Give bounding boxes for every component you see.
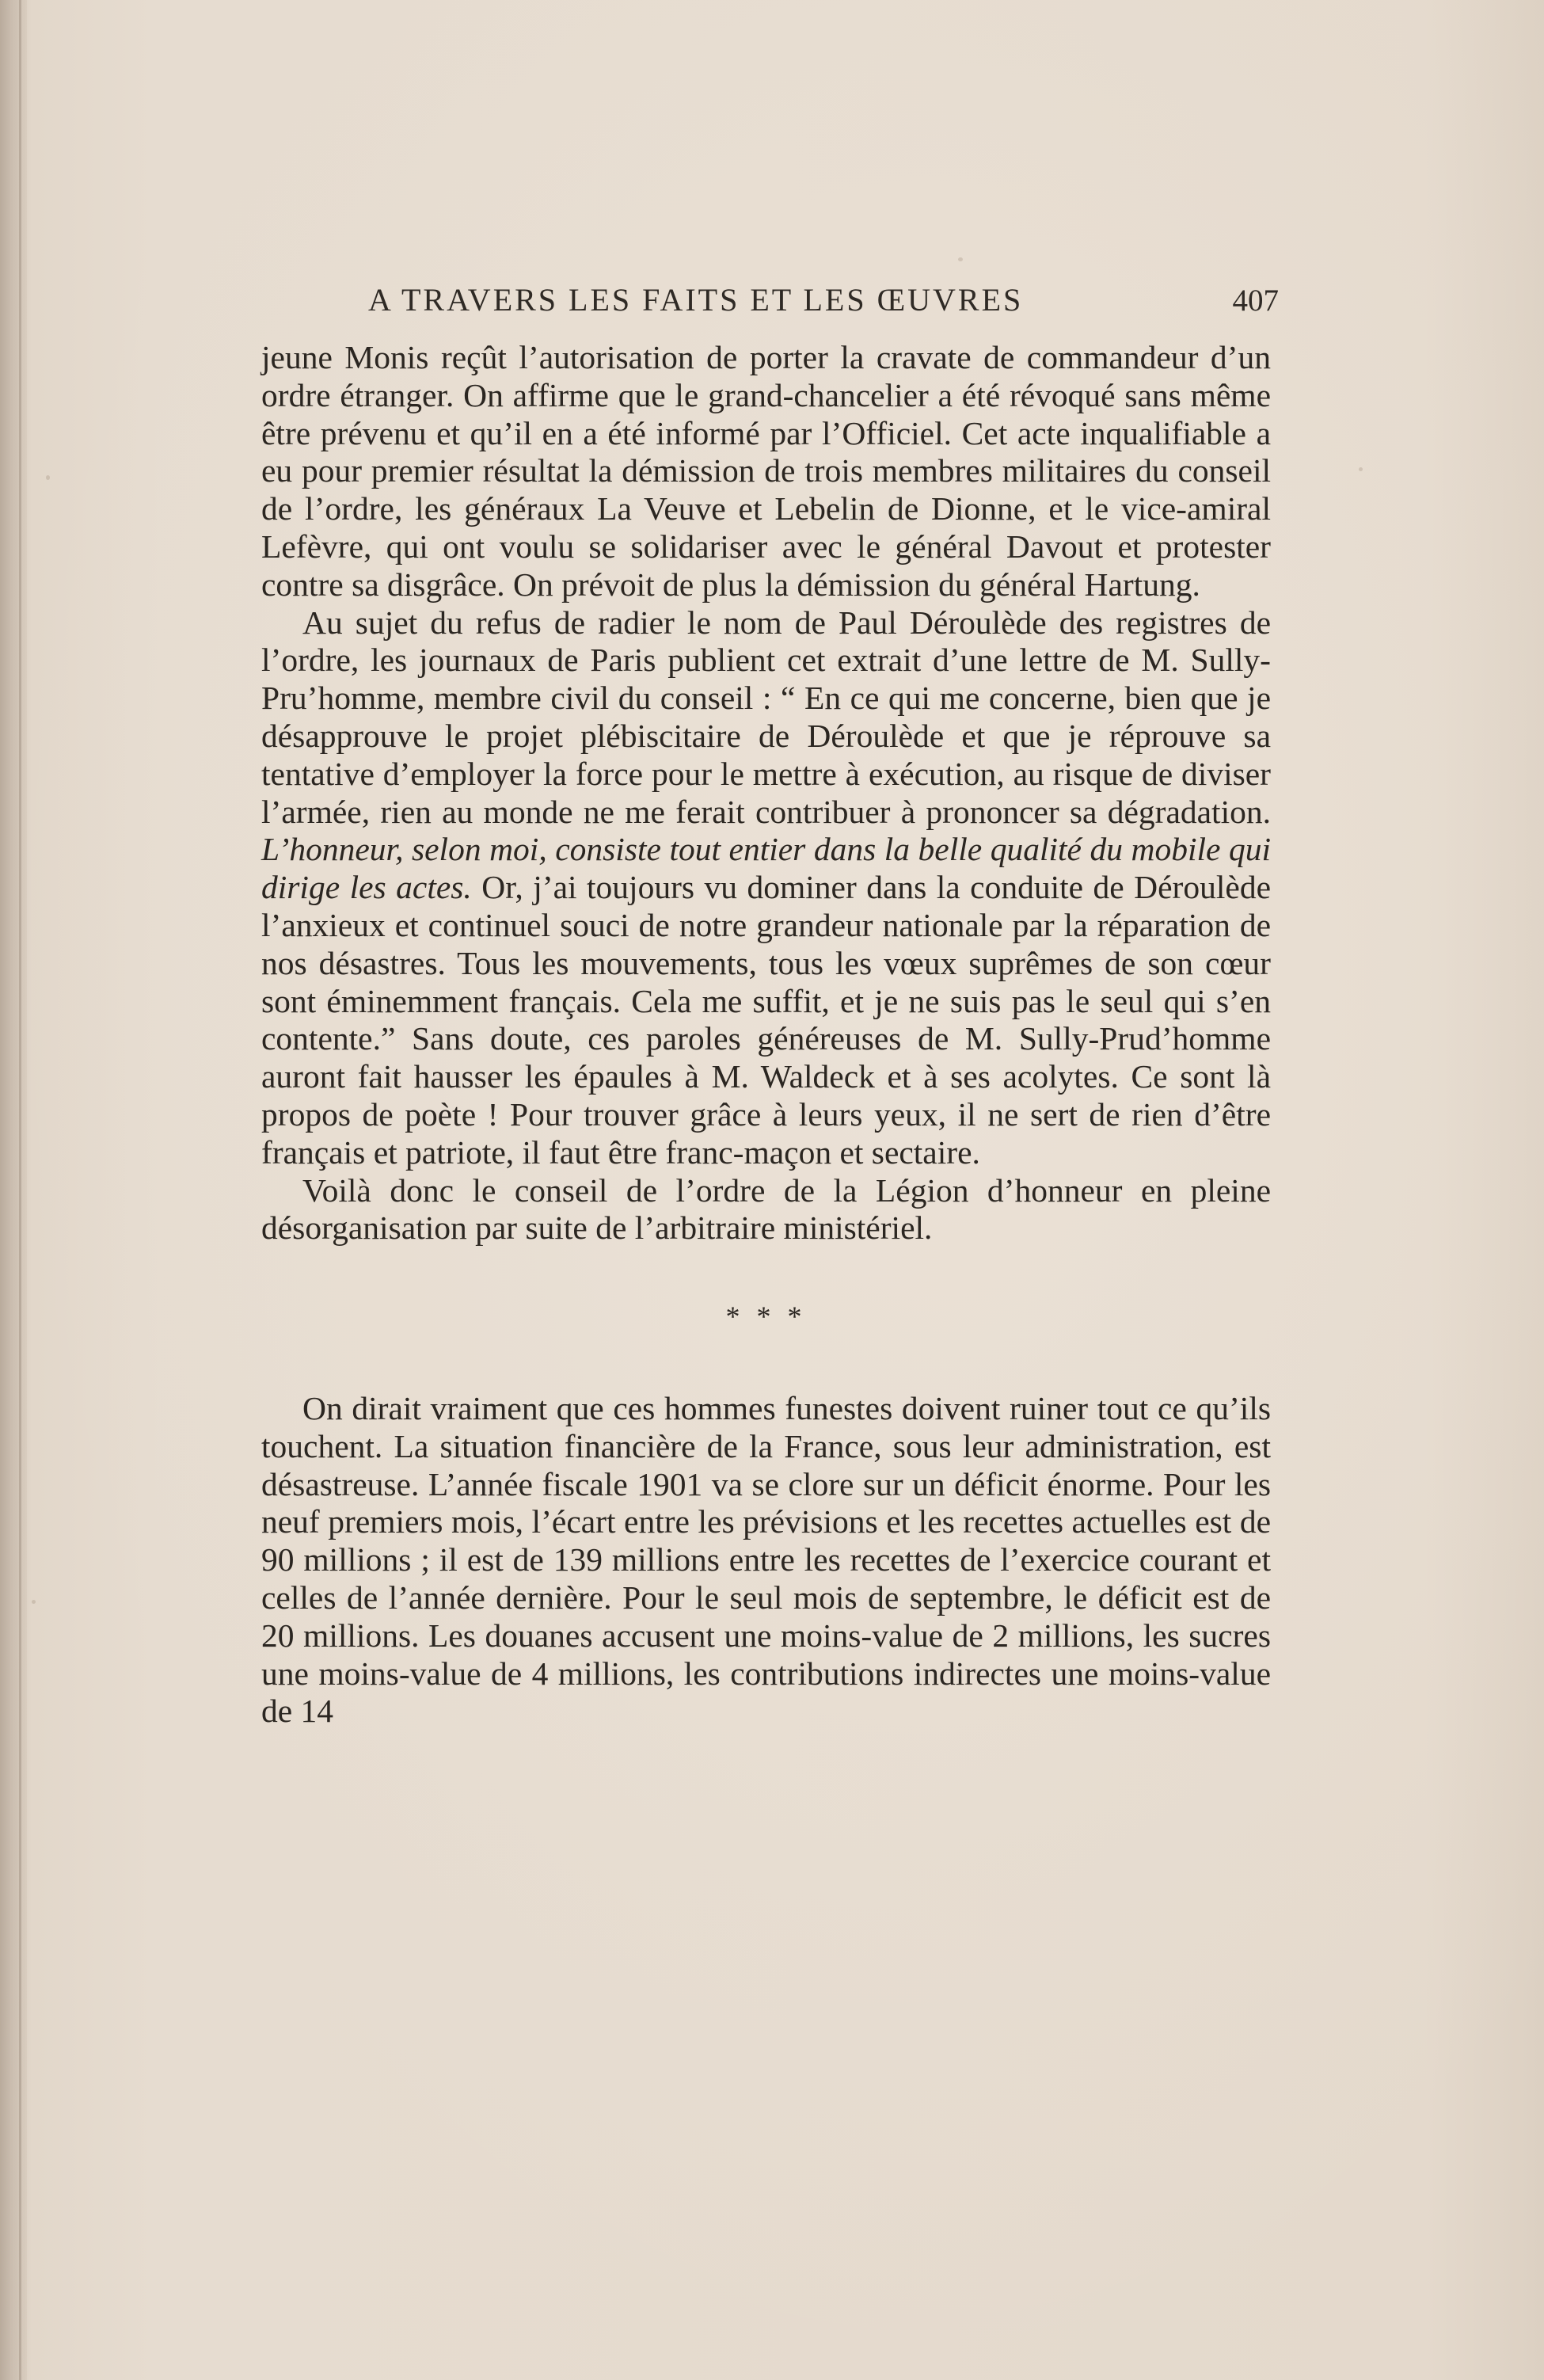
- page-binding-edge: [0, 0, 27, 2380]
- running-title: A TRAVERS LES FAITS ET LES ŒUVRES: [368, 282, 1024, 318]
- paragraph-conclusion: Voilà donc le conseil de l’ordre de la Légion d’honneur en pleine désorganisation par suite de l’arbitraire ministériel.: [261, 1171, 1271, 1247]
- paragraph-finances: On dirait vraiment que ces hommes funestes doivent ruiner tout ce qu’ils touchent. La situation financière de la France, sous leur administration, est désastreuse. L’année fiscale 1901 va se clore sur un déficit énorme. Pour les neuf premiers mois, l’écart entre les prévisions et les recettes actuelles est de 90 millions ; il est de 139 millions entre les recettes de l’exercice courant et celles de l’année dernière. Pour le seul mois de septembre, le déficit est de 20 millions. Les douanes accusent une moins-value de 2 millions, les sucres une moins-value de 4 millions, les contributions indirectes une moins-value de 14: [261, 1389, 1271, 1730]
- running-head: [368, 281, 1279, 321]
- paper-speck: [1359, 467, 1363, 471]
- italic-quote: L’honneur, selon moi, consiste tout entier dans la belle qualité du mobile qui dirige les actes.: [261, 831, 1271, 906]
- paragraph-text: Au sujet du refus de radier le nom de Paul Déroulède des registres de l’ordre, les journaux de Paris publient cet extrait d’une lettre de M. Sully-Pru’homme, membre civil du conseil : “ En ce qui me concerne, bien que je désapprouve le projet plébiscitaire de Déroulède et que je réprouve sa tentative d’employer la force pour le mettre à exécution, au risque de diviser l’armée, rien au monde ne me ferait contribuer à prononcer sa dégradation.: [261, 604, 1271, 830]
- page-number: 407: [1232, 284, 1279, 318]
- paragraph-continuation: jeune Monis reçût l’autorisation de porter la cravate de commandeur d’un ordre étranger. On affirme que le grand-chancelier a été révoqué sans même être prévenu et qu’il en a été informé par l’Officiel. Cet acte inqualifiable a eu pour premier résultat la démission de trois membres militaires du conseil de l’ordre, les généraux La Veuve et Lebelin de Dionne, et le vice-amiral Lefèvre, qui ont voulu se solidariser avec le général Davout et protester contre sa disgrâce. On prévoit de plus la démission du général Hartung.: [261, 339, 1271, 603]
- section-separator: * * *: [725, 1300, 807, 1333]
- body-text: [261, 339, 1271, 1731]
- paper-speck: [32, 1600, 36, 1604]
- binding-shadow-line: [19, 0, 21, 2380]
- paragraph-deroulede: [261, 604, 1271, 1172]
- paragraph-text: Or, j’ai toujours vu dominer dans la conduite de Déroulède l’anxieux et continuel souci de notre grandeur nationale par la réparation de nos désastres. Tous les mouvements, tous les vœux suprêmes de son cœur sont éminemment français. Cela me suffit, et je ne suis pas le seul qui s’en contente.” Sans doute, ces paroles généreuses de M. Sully-Prud’homme auront fait hausser les épaules à M. Waldeck et à ses acolytes. Ce sont là propos de poète ! Pour trouver grâce à leurs yeux, il ne sert de rien d’être français et patriote, il faut être franc-maçon et sectaire.: [261, 869, 1271, 1171]
- paper-speck: [46, 475, 50, 480]
- paper-speck: [958, 257, 963, 261]
